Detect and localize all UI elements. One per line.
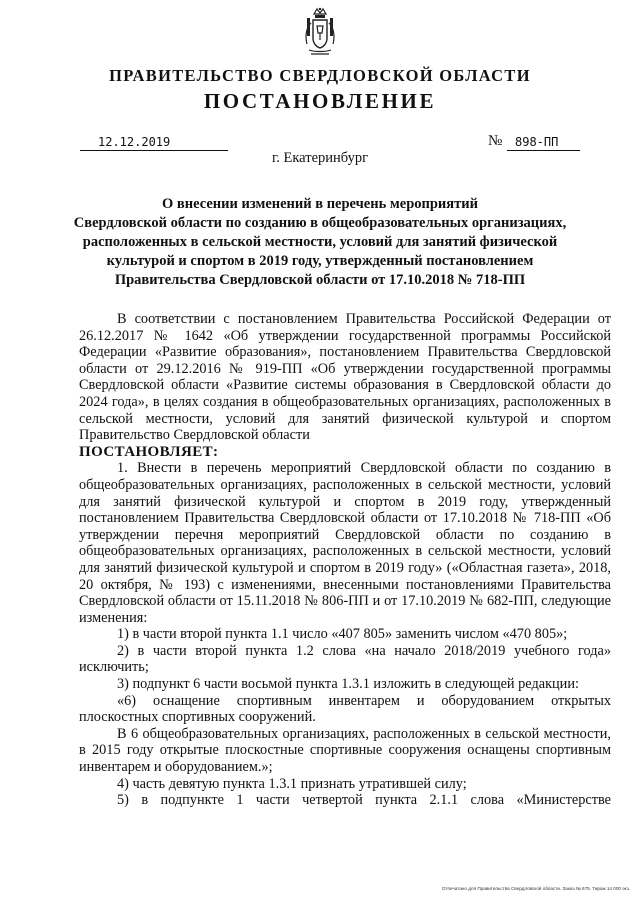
document-type-heading: ПОСТАНОВЛЕНИЕ xyxy=(203,89,437,113)
title-line: расположенных в сельской местности, условий для занятий физической xyxy=(82,234,558,250)
resolves-heading: ПОСТАНОВЛЯЕТ: xyxy=(79,443,219,460)
number-label: № xyxy=(488,133,503,149)
coat-of-arms-emblem xyxy=(301,6,339,60)
city-line: г. Екатеринбург xyxy=(271,150,369,166)
subitem-5: 5) в подпункте 1 части четвертой пункта 2.1.1 слова «Министерстве xyxy=(117,792,611,809)
subitem-1: 1) в части второй пункта 1.1 число «407 805» заменить числом «470 805»; xyxy=(117,626,568,643)
quoted-subitem-6: «6) оснащение спортивным инвентарем и оборудованием открытых плоскостных спортивных сооружений. xyxy=(79,692,611,726)
preamble-paragraph: В соответствии с постановлением Правительства Российской Федерации от 26.12.2017 № 1642 «Об утверждении государственной программы Российской Федерации «Развитие образования», постановлением Правительства Свердловской области от 29.12.2016 № 919-ПП «Об утверждении государственной программы Свердловской области «Развитие системы образования в Свердловской области до 2024 года», в целях создания в общеобразовательных организациях, расположенных в сельской местности, условий для занятий физической культурой и спортом Правительство Свердловской области xyxy=(79,311,611,444)
title-line: О внесении изменений в перечень мероприятий xyxy=(162,196,478,212)
subitem-4: 4) часть девятую пункта 1.3.1 признать утратившей силу; xyxy=(117,775,467,792)
print-footer-note: Отпечатано для Правительства Свердловской области. Заказ № 675. Тираж 14 000 экз. xyxy=(441,886,630,891)
organization-name: ПРАВИТЕЛЬСТВО СВЕРДЛОВСКОЙ ОБЛАСТИ xyxy=(109,66,531,85)
document-number: 898-ПП xyxy=(507,134,580,151)
subitem-2: 2) в части второй пункта 1.2 слова «на начало 2018/2019 учебного года» исключить; xyxy=(79,642,611,676)
document-title xyxy=(60,195,580,290)
item-1-paragraph: 1. Внести в перечень мероприятий Свердловской области по созданию в общеобразовательных организациях, расположенных в сельской местности, условий для занятий физической культурой и спортом в 2019 году, утвержденный постановлением Правительства Свердловской области от 17.10.2018 № 718-ПП «Об утверждении перечня мероприятий Свердловской области по созданию в общеобразовательных организациях, расположенных в сельской местности, условий для занятий физической культурой и спортом в 2019 году» («Областная газета», 2018, 20 октября, № 193) с изменениями, внесенными постановлениями Правительства Свердловской области от 15.11.2018 № 806-ПП и от 17.10.2019 № 682-ПП, следующие изменения: xyxy=(79,460,611,626)
document-date: 12.12.2019 xyxy=(80,134,228,151)
title-line: Свердловской области по созданию в общеобразовательных организациях, xyxy=(73,215,567,231)
document-body xyxy=(79,311,611,809)
quoted-paragraph: В 6 общеобразовательных организациях, расположенных в сельской местности, в 2015 году открытые плоскостные спортивные сооружения оснащены спортивным инвентарем и оборудованием.»; xyxy=(79,725,611,776)
title-line: культурой и спортом в 2019 году, утвержденный постановлением xyxy=(106,253,534,269)
title-line: Правительства Свердловской области от 17.10.2018 № 718-ПП xyxy=(114,272,526,288)
subitem-3: 3) подпункт 6 части восьмой пункта 1.3.1 изложить в следующей редакции: xyxy=(117,676,579,693)
